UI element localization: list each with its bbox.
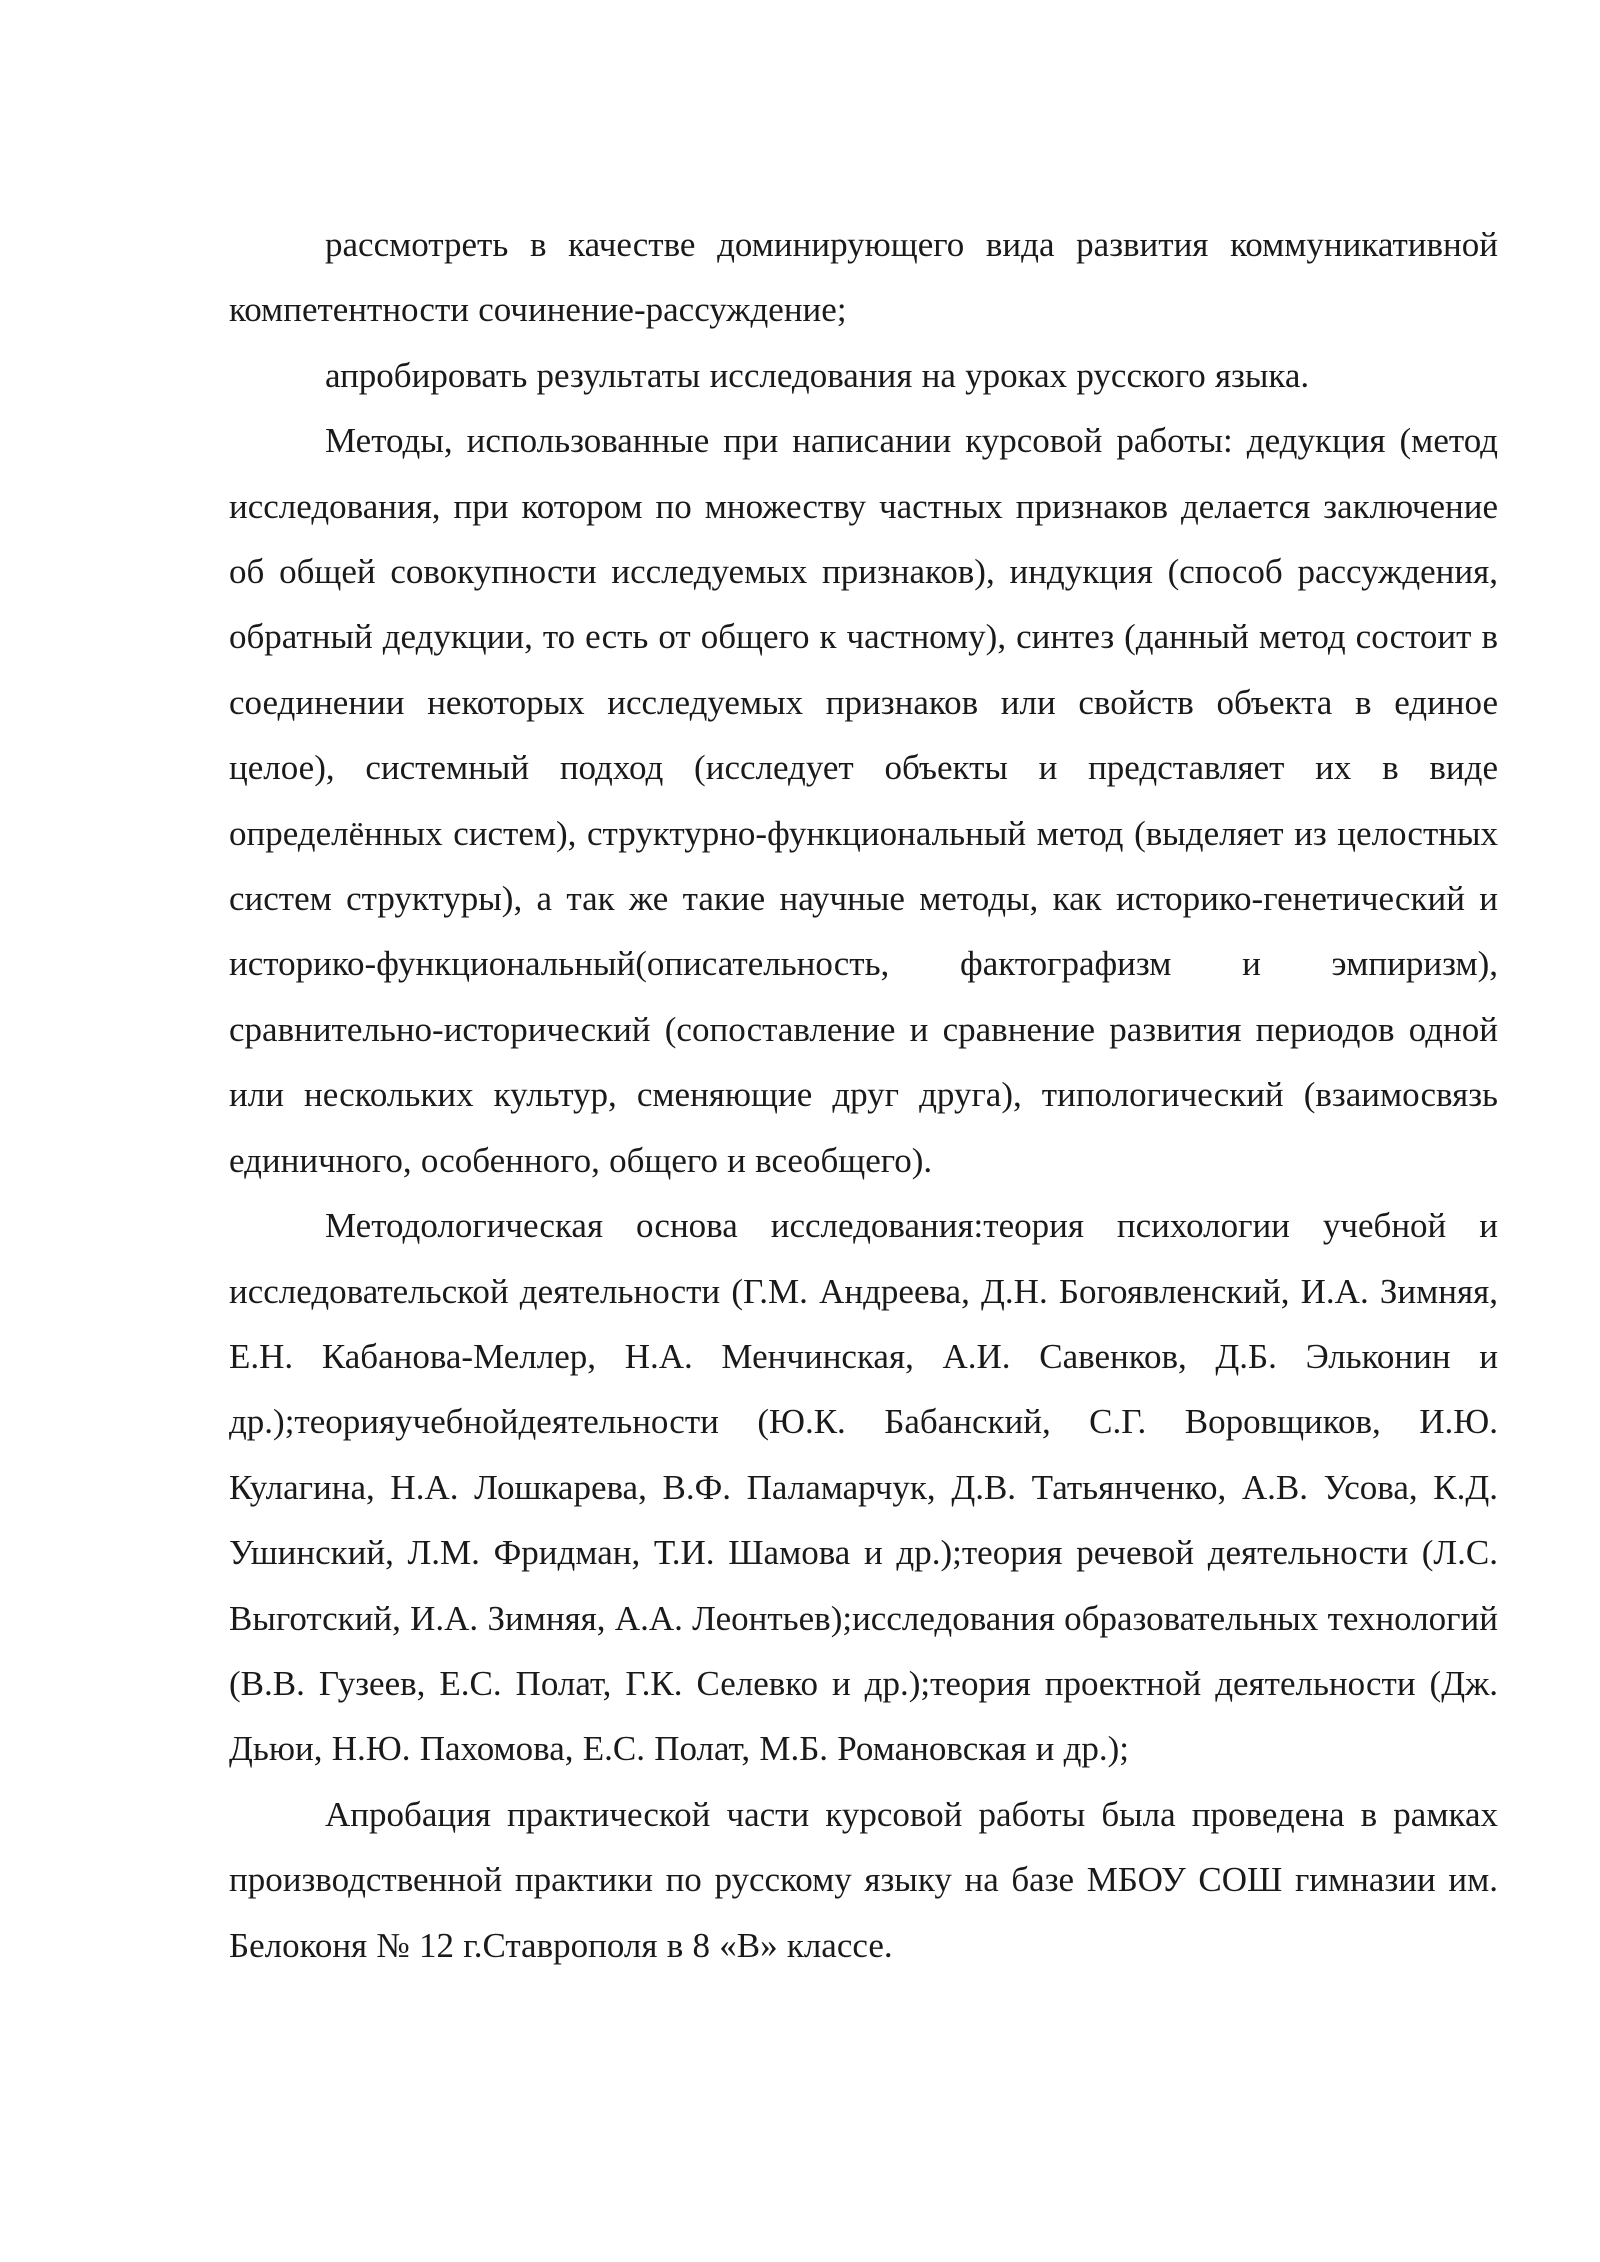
paragraph-methods: Методы, использованные при написании курсовой работы: дедукция (метод исследования, при котором по множеству частных признаков делается заключение об общей совокупности исследуемых признаков), индукция (способ рассуждения, обратный дедукции, то есть от общего к частному), синтез (данный метод состоит в соединении некоторых исследуемых признаков или свойств объекта в единое целое), системный подход (исследует объекты и представляет их в виде определённых систем), структурно-функциональный метод (выделяет из целостных систем структуры), а так же такие научные методы, как историко-генетический и историко-функциональный(описательность, фактографизм и эмпиризм), сравнительно-исторический (сопоставление и сравнение развития периодов одной или нескольких культур, сменяющие друг друга), типологический (взаимосвязь единичного, особенного, общего и всеобщего). <box>229 421 1498 1180</box>
paragraph-approbation-base: Апробация практической части курсовой работы была проведена в рамках производственной практики по русскому языку на базе МБОУ СОШ гимназии им. Белоконя № 12 г.Ставрополя в 8 «В» классе. <box>229 1794 1498 1965</box>
document-body <box>229 212 1498 1978</box>
paragraph-tasks-approbation: апробировать результаты исследования на уроках русского языка. <box>325 355 1310 395</box>
paragraph-methodological-basis: Методологическая основа исследования:теория психологии учебной и исследовательской деятельности (Г.М. Андреева, Д.Н. Богоявленский, И.А. Зимняя, Е.Н. Кабанова-Меллер, Н.А. Менчинская, А.И. Савенков, Д.Б. Эльконин и др.);теорияучебнойдеятельности (Ю.К. Бабанский, С.Г. Воровщиков, И.Ю. Кулагина, Н.А. Лошкарева, В.Ф. Паламарчук, Д.В. Татьянченко, А.В. Усова, К.Д. Ушинский, Л.М. Фридман, Т.И. Шамова и др.);теория речевой деятельности (Л.С. Выготский, И.А. Зимняя, А.А. Леонтьев);исследования образовательных технологий (В.В. Гузеев, Е.С. Полат, Г.К. Селевко и др.);теория проектной деятельности (Дж. Дьюи, Н.Ю. Пахомова, Е.С. Полат, М.Б. Романовская и др.); <box>229 1206 1498 1769</box>
paragraph-tasks-essay: рассмотреть в качестве доминирующего вида развития коммуникативной компетентности сочинение-рассуждение; <box>229 225 1498 330</box>
